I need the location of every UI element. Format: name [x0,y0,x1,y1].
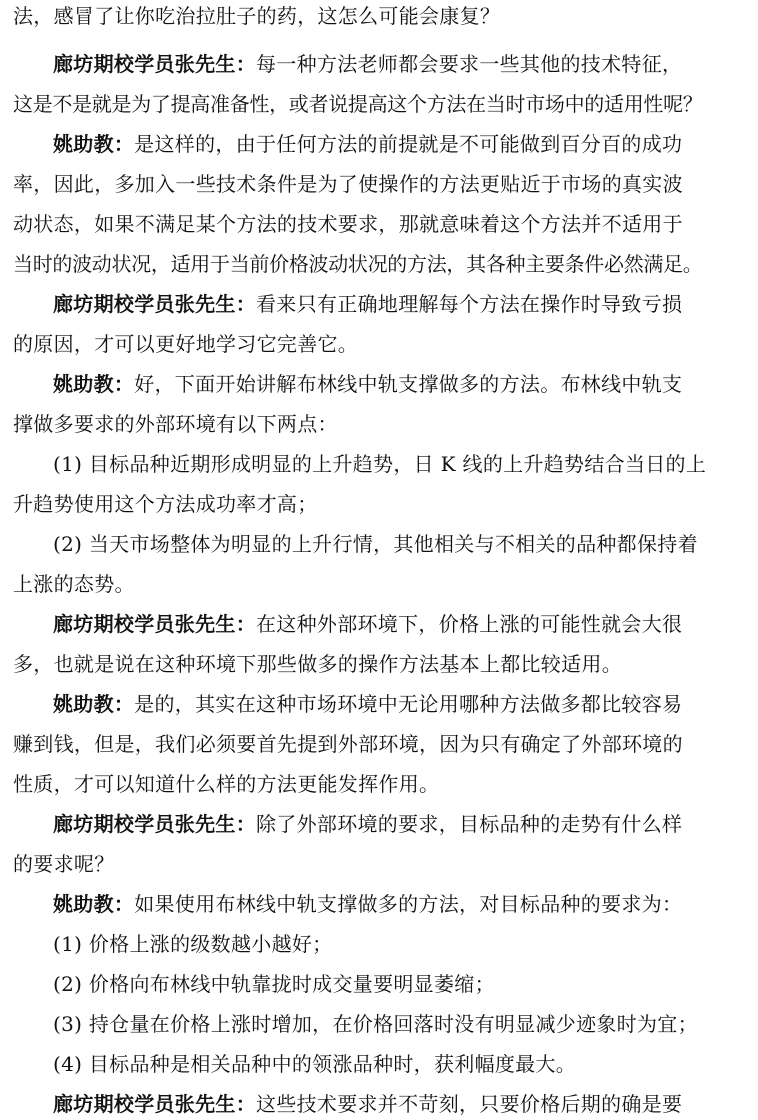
speaker-label: 廊坊期校学员张先生： [53,292,256,316]
line-text: 看来只有正确地理解每个方法在操作时导致亏损 [256,292,683,316]
dialogue-line [53,1088,753,1120]
paragraph-line [13,0,753,32]
dialogue-line [53,368,753,400]
paragraph-line [13,728,753,760]
list-item-line [53,928,753,960]
document-page [13,0,753,1116]
line-text: 在这种外部环境下，价格上涨的可能性就会大很 [256,612,683,636]
line-text: 这些技术要求并不苛刻，只要价格后期的确是要 [256,1092,683,1116]
line-text: 每一种方法老师都会要求一些其他的技术特征， [256,52,683,76]
line-text: (1) 价格上涨的级数越小越好； [53,932,333,956]
line-text: 当时的波动状况，适用于当前价格波动状况的方法，其各种主要条件必然满足。 [13,252,703,276]
paragraph-line [13,648,753,680]
paragraph-line [13,248,753,280]
speaker-label: 廊坊期校学员张先生： [53,1092,256,1116]
line-text: (4) 目标品种是相关品种中的领涨品种时，获利幅度最大。 [53,1052,577,1076]
line-text: 的要求呢？ [13,852,115,876]
line-text: 这是不是就是为了提高准备性，或者说提高这个方法在当时市场中的适用性呢？ [13,92,703,116]
line-text: 性质，才可以知道什么样的方法更能发挥作用。 [13,772,440,796]
line-text: 上涨的态势。 [13,572,135,596]
speaker-label: 廊坊期校学员张先生： [53,52,256,76]
line-text: 多，也就是说在这种环境下那些做多的操作方法基本上都比较适用。 [13,652,622,676]
paragraph-line [13,88,753,120]
dialogue-line [53,288,753,320]
dialogue-line [53,888,753,920]
list-item-line [53,1008,753,1040]
list-item-line [53,528,753,560]
paragraph-line [13,408,753,440]
speaker-label: 姚助教： [53,692,135,716]
speaker-label: 廊坊期校学员张先生： [53,612,256,636]
line-text: 除了外部环境的要求，目标品种的走势有什么样 [256,812,683,836]
list-item-line [53,1048,753,1080]
paragraph-line [13,768,753,800]
speaker-label: 廊坊期校学员张先生： [53,812,256,836]
line-text: 赚到钱，但是，我们必须要首先提到外部环境，因为只有确定了外部环境的 [13,732,683,756]
paragraph-line [13,168,753,200]
line-text: 率，因此，多加入一些技术条件是为了使操作的方法更贴近于市场的真实波 [13,172,683,196]
speaker-label: 姚助教： [53,892,135,916]
line-text: 是的，其实在这种市场环境中无论用哪种方法做多都比较容易 [134,692,683,716]
line-text: 如果使用布林线中轨支撑做多的方法，对目标品种的要求为： [134,892,683,916]
list-item-line [53,968,753,1000]
paragraph-line [13,568,753,600]
paragraph-line [13,488,753,520]
line-text: (3) 持仓量在价格上涨时增加，在价格回落时没有明显减少迹象时为宜； [53,1012,698,1036]
paragraph-line [13,848,753,880]
dialogue-line [53,688,753,720]
dialogue-line [53,608,753,640]
dialogue-line [53,808,753,840]
line-text: (2) 价格向布林线中轨靠拢时成交量要明显萎缩； [53,972,495,996]
line-text: 法，感冒了让你吃治拉肚子的药，这怎么可能会康复？ [13,4,501,28]
speaker-label: 姚助教： [53,372,135,396]
line-text: 撑做多要求的外部环境有以下两点： [13,412,338,436]
line-text: 升趋势使用这个方法成功率才高； [13,492,318,516]
line-text: 动状态，如果不满足某个方法的技术要求，那就意味着这个方法并不适用于 [13,212,683,236]
line-text: 的原因，才可以更好地学习它完善它。 [13,332,359,356]
paragraph-line [13,208,753,240]
dialogue-line [53,48,753,80]
line-text: (1) 目标品种近期形成明显的上升趋势，日 K 线的上升趋势结合当日的上 [53,452,707,476]
dialogue-line [53,128,753,160]
speaker-label: 姚助教： [53,132,135,156]
line-text: 是这样的，由于任何方法的前提就是不可能做到百分百的成功 [134,132,683,156]
list-item-line [53,448,753,480]
line-text: (2) 当天市场整体为明显的上升行情，其他相关与不相关的品种都保持着 [53,532,698,556]
line-text: 好，下面开始讲解布林线中轨支撑做多的方法。布林线中轨支 [134,372,683,396]
paragraph-line [13,328,753,360]
